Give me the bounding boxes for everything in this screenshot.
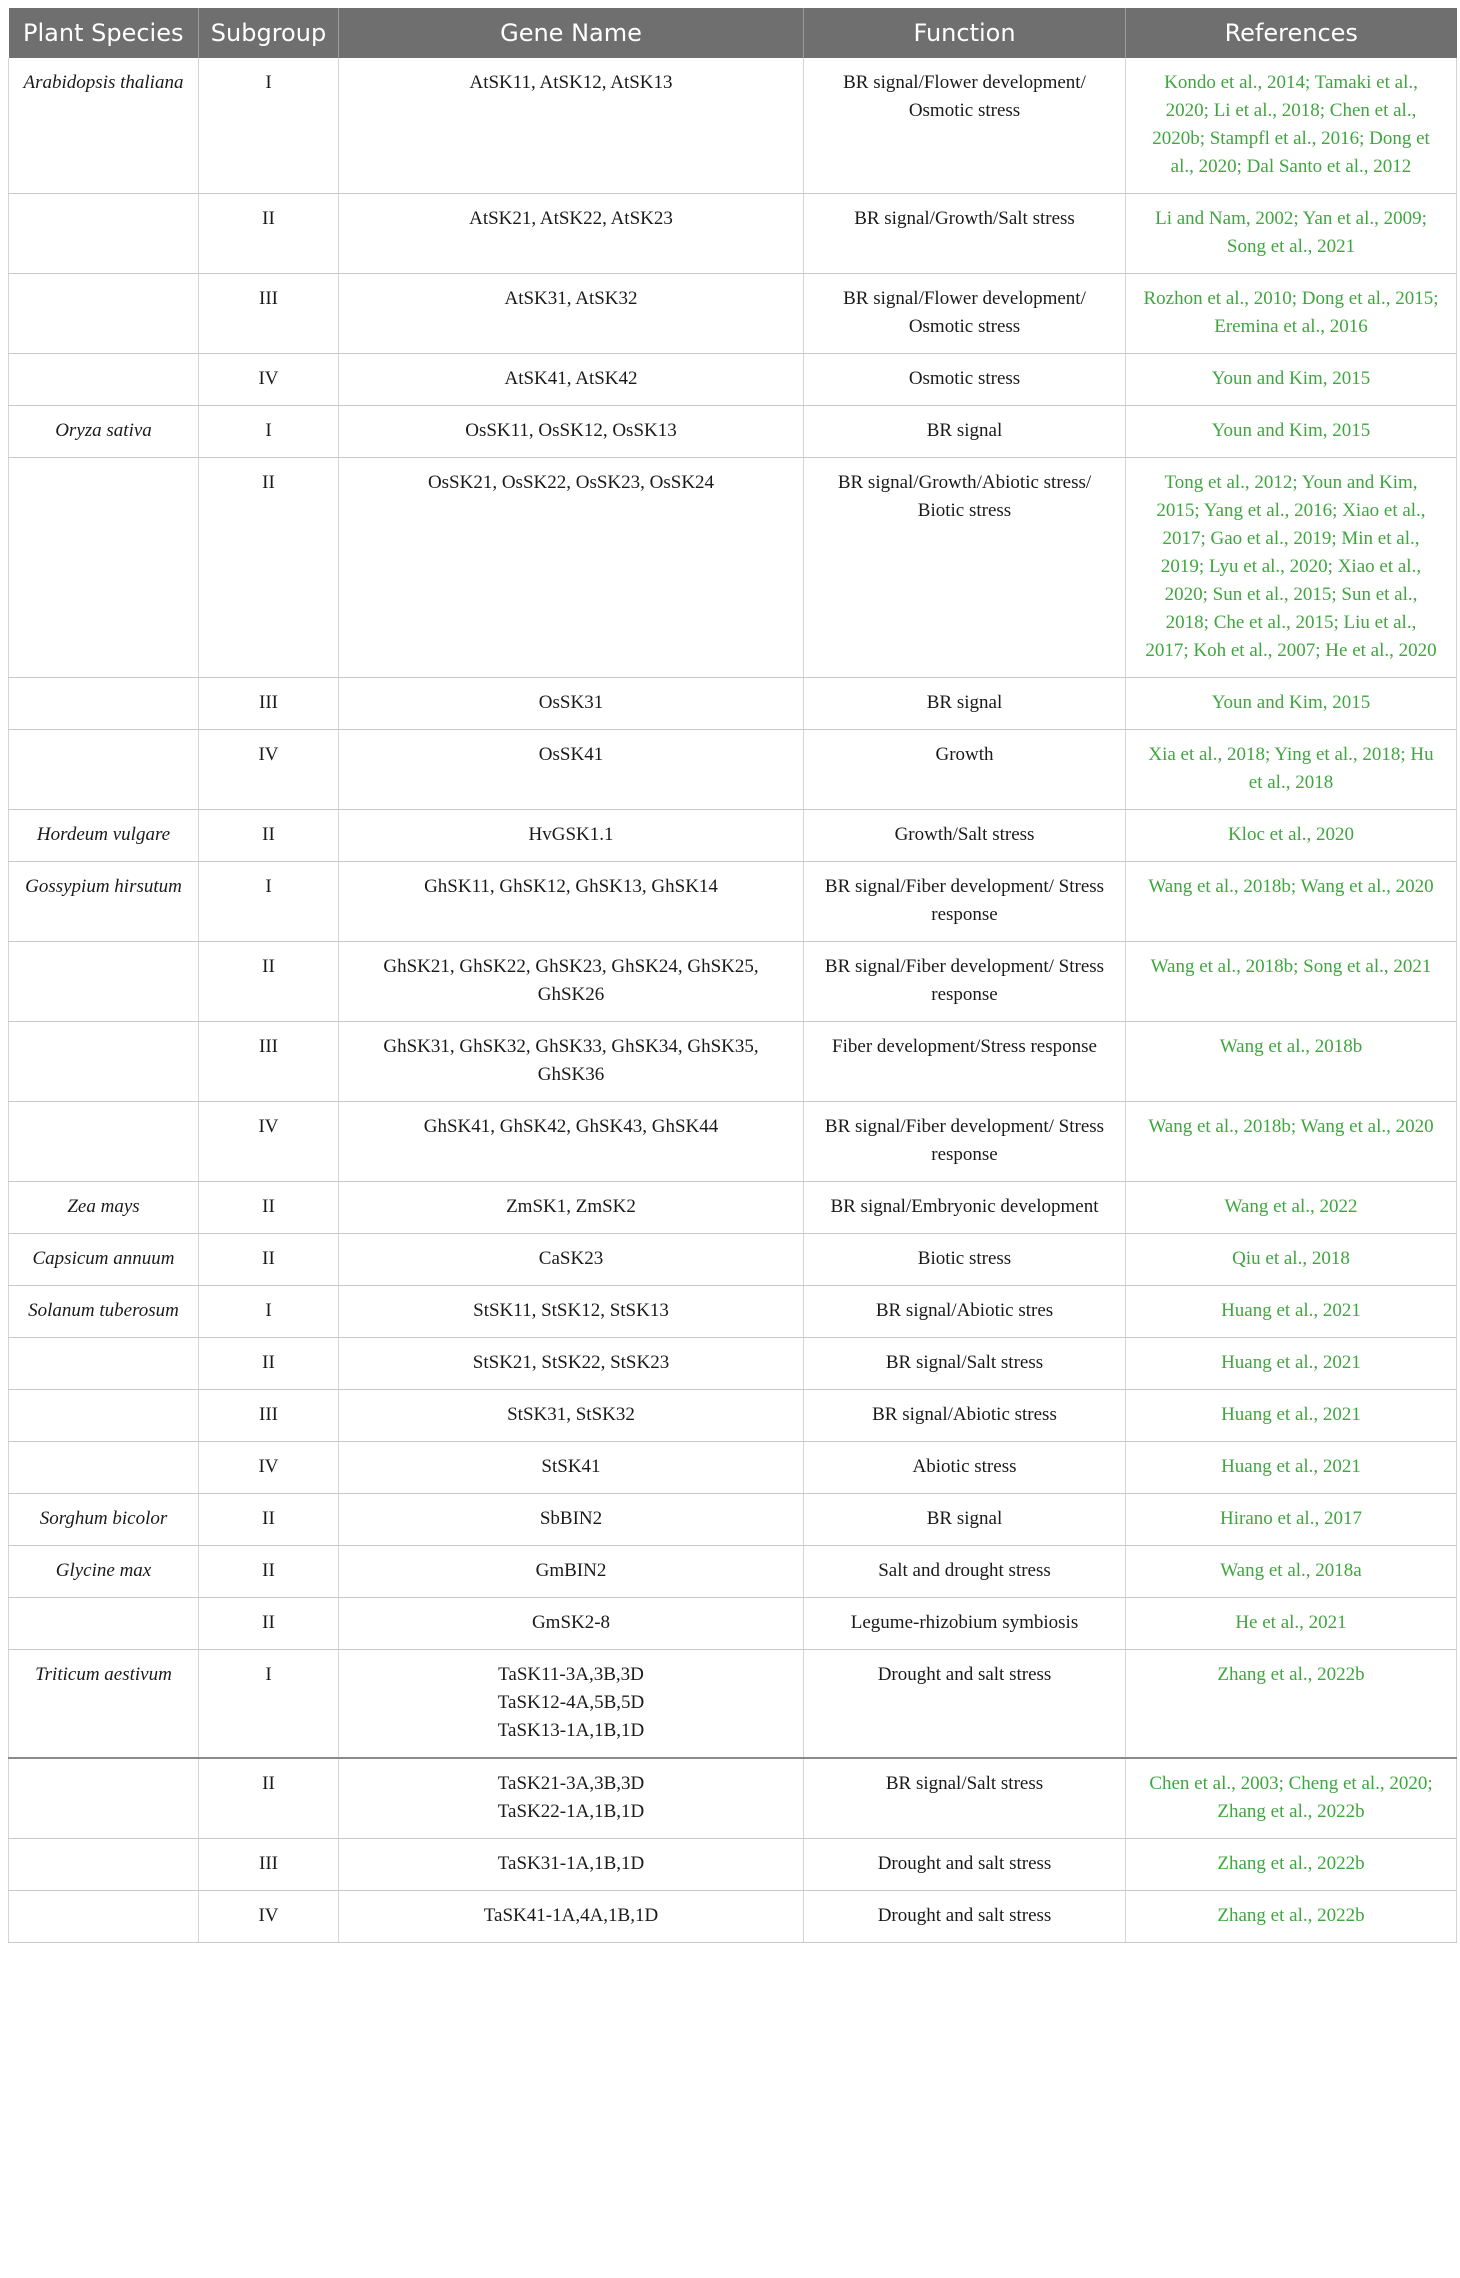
gene-name-cell: GmSK2-8 xyxy=(339,1598,804,1650)
gene-name-cell: AtSK21, AtSK22, AtSK23 xyxy=(339,194,804,274)
gene-name-cell: OsSK31 xyxy=(339,678,804,730)
subgroup-cell: IV xyxy=(199,1442,339,1494)
species-cell xyxy=(9,1758,199,1839)
references-cell: Rozhon et al., 2010; Dong et al., 2015; Eremina et al., 2016 xyxy=(1126,274,1457,354)
gene-name-line: TaSK11-3A,3B,3D xyxy=(498,1664,644,1685)
species-cell xyxy=(9,194,199,274)
header-subgroup: Subgroup xyxy=(199,8,339,58)
species-cell: Oryza sativa xyxy=(9,406,199,458)
species-cell xyxy=(9,354,199,406)
species-cell xyxy=(9,274,199,354)
gene-name-cell: GmBIN2 xyxy=(339,1546,804,1598)
subgroup-cell: III xyxy=(199,1390,339,1442)
table-row xyxy=(9,1546,1457,1598)
table-row xyxy=(9,354,1457,406)
gene-name-cell: HvGSK1.1 xyxy=(339,810,804,862)
references-cell: Wang et al., 2018b; Song et al., 2021 xyxy=(1126,942,1457,1022)
function-cell: BR signal xyxy=(804,1494,1126,1546)
gene-name-cell: OsSK11, OsSK12, OsSK13 xyxy=(339,406,804,458)
table-row xyxy=(9,1338,1457,1390)
subgroup-cell: II xyxy=(199,1758,339,1839)
function-cell: BR signal/Growth/Salt stress xyxy=(804,194,1126,274)
subgroup-cell: IV xyxy=(199,354,339,406)
subgroup-cell: III xyxy=(199,1839,339,1891)
function-cell: Drought and salt stress xyxy=(804,1891,1126,1943)
references-cell: Zhang et al., 2022b xyxy=(1126,1650,1457,1759)
table-row xyxy=(9,942,1457,1022)
subgroup-cell: II xyxy=(199,458,339,678)
subgroup-cell: II xyxy=(199,194,339,274)
references-cell: Kondo et al., 2014; Tamaki et al., 2020; Li et al., 2018; Chen et al., 2020b; Stampfl et al., 2016; Dong et al., 2020; Dal Santo et al., 2012 xyxy=(1126,58,1457,194)
references-cell: Huang et al., 2021 xyxy=(1126,1442,1457,1494)
function-cell: Salt and drought stress xyxy=(804,1546,1126,1598)
references-cell: Chen et al., 2003; Cheng et al., 2020; Zhang et al., 2022b xyxy=(1126,1758,1457,1839)
table-row xyxy=(9,1390,1457,1442)
gene-name-cell: StSK41 xyxy=(339,1442,804,1494)
function-cell: Drought and salt stress xyxy=(804,1650,1126,1759)
gene-name-line: TaSK22-1A,1B,1D xyxy=(497,1801,645,1822)
function-cell: BR signal/Fiber development/ Stress response xyxy=(804,942,1126,1022)
species-cell xyxy=(9,1598,199,1650)
function-cell: Osmotic stress xyxy=(804,354,1126,406)
table-row xyxy=(9,1494,1457,1546)
species-cell xyxy=(9,730,199,810)
species-cell: Sorghum bicolor xyxy=(9,1494,199,1546)
table-row xyxy=(9,58,1457,194)
table-row xyxy=(9,1286,1457,1338)
function-cell: Biotic stress xyxy=(804,1234,1126,1286)
gene-name-line: TaSK13-1A,1B,1D xyxy=(497,1720,645,1741)
references-cell: Wang et al., 2018b; Wang et al., 2020 xyxy=(1126,862,1457,942)
gene-name-cell: StSK11, StSK12, StSK13 xyxy=(339,1286,804,1338)
gene-name-cell: TaSK31-1A,1B,1D xyxy=(339,1839,804,1891)
gene-name-cell xyxy=(339,1650,804,1759)
gene-name-cell: OsSK41 xyxy=(339,730,804,810)
function-cell: BR signal/Abiotic stress xyxy=(804,1390,1126,1442)
subgroup-cell: II xyxy=(199,1598,339,1650)
function-cell: BR signal xyxy=(804,678,1126,730)
subgroup-cell: IV xyxy=(199,1102,339,1182)
gene-name-cell: StSK31, StSK32 xyxy=(339,1390,804,1442)
references-cell: Zhang et al., 2022b xyxy=(1126,1891,1457,1943)
subgroup-cell: II xyxy=(199,1494,339,1546)
function-cell: BR signal/Growth/Abiotic stress/ Biotic stress xyxy=(804,458,1126,678)
references-cell: Youn and Kim, 2015 xyxy=(1126,678,1457,730)
gene-name-cell: CaSK23 xyxy=(339,1234,804,1286)
references-cell: Wang et al., 2018a xyxy=(1126,1546,1457,1598)
species-cell xyxy=(9,1338,199,1390)
gene-name-cell: OsSK21, OsSK22, OsSK23, OsSK24 xyxy=(339,458,804,678)
species-cell: Zea mays xyxy=(9,1182,199,1234)
table-row xyxy=(9,1598,1457,1650)
species-cell: Hordeum vulgare xyxy=(9,810,199,862)
gene-name-cell: GhSK31, GhSK32, GhSK33, GhSK34, GhSK35, GhSK36 xyxy=(339,1022,804,1102)
table-row xyxy=(9,274,1457,354)
function-cell: BR signal/Abiotic stres xyxy=(804,1286,1126,1338)
table-row xyxy=(9,810,1457,862)
gene-name-cell: GhSK11, GhSK12, GhSK13, GhSK14 xyxy=(339,862,804,942)
table-row xyxy=(9,678,1457,730)
header-function: Function xyxy=(804,8,1126,58)
table-row xyxy=(9,1102,1457,1182)
function-cell: BR signal/Fiber development/ Stress response xyxy=(804,862,1126,942)
table-row xyxy=(9,458,1457,678)
gene-name-cell: AtSK11, AtSK12, AtSK13 xyxy=(339,58,804,194)
species-cell: Glycine max xyxy=(9,1546,199,1598)
gene-name-cell: AtSK41, AtSK42 xyxy=(339,354,804,406)
gene-name-line: TaSK12-4A,5B,5D xyxy=(497,1692,645,1713)
gene-name-line: TaSK21-3A,3B,3D xyxy=(497,1773,645,1794)
references-cell: Zhang et al., 2022b xyxy=(1126,1839,1457,1891)
species-cell xyxy=(9,1102,199,1182)
species-cell xyxy=(9,1022,199,1102)
gene-name-cell: GhSK41, GhSK42, GhSK43, GhSK44 xyxy=(339,1102,804,1182)
table-row xyxy=(9,1234,1457,1286)
references-cell: Tong et al., 2012; Youn and Kim, 2015; Yang et al., 2016; Xiao et al., 2017; Gao et al., 2019; Min et al., 2019; Lyu et al., 2020; Xiao et al., 2020; Sun et al., 2015; Sun et al., 2018; Che et al., 2015; Liu et al., 2017; Koh et al., 2007; He et al., 2020 xyxy=(1126,458,1457,678)
table-row xyxy=(9,1650,1457,1759)
gene-name-cell xyxy=(339,1758,804,1839)
table-row xyxy=(9,730,1457,810)
function-cell: Legume-rhizobium symbiosis xyxy=(804,1598,1126,1650)
subgroup-cell: II xyxy=(199,1546,339,1598)
references-cell: Hirano et al., 2017 xyxy=(1126,1494,1457,1546)
table-row xyxy=(9,406,1457,458)
gene-name-cell: GhSK21, GhSK22, GhSK23, GhSK24, GhSK25, GhSK26 xyxy=(339,942,804,1022)
species-cell: Gossypium hirsutum xyxy=(9,862,199,942)
subgroup-cell: I xyxy=(199,58,339,194)
function-cell: BR signal/Salt stress xyxy=(804,1338,1126,1390)
references-cell: Wang et al., 2018b xyxy=(1126,1022,1457,1102)
references-cell: Wang et al., 2022 xyxy=(1126,1182,1457,1234)
table-row xyxy=(9,1758,1457,1839)
species-cell xyxy=(9,458,199,678)
subgroup-cell: II xyxy=(199,1182,339,1234)
species-cell xyxy=(9,1839,199,1891)
header-plant-species: Plant Species xyxy=(9,8,199,58)
subgroup-cell: III xyxy=(199,1022,339,1102)
species-cell xyxy=(9,1390,199,1442)
subgroup-cell: II xyxy=(199,810,339,862)
gene-name-cell: AtSK31, AtSK32 xyxy=(339,274,804,354)
species-cell: Arabidopsis thaliana xyxy=(9,58,199,194)
function-cell: Fiber development/Stress response xyxy=(804,1022,1126,1102)
table-row xyxy=(9,862,1457,942)
references-cell: Wang et al., 2018b; Wang et al., 2020 xyxy=(1126,1102,1457,1182)
function-cell: BR signal/Salt stress xyxy=(804,1758,1126,1839)
gene-name-cell: StSK21, StSK22, StSK23 xyxy=(339,1338,804,1390)
header-gene-name: Gene Name xyxy=(339,8,804,58)
function-cell: Abiotic stress xyxy=(804,1442,1126,1494)
references-cell: Youn and Kim, 2015 xyxy=(1126,354,1457,406)
references-cell: Huang et al., 2021 xyxy=(1126,1286,1457,1338)
subgroup-cell: I xyxy=(199,406,339,458)
header-references: References xyxy=(1126,8,1457,58)
table-row xyxy=(9,1891,1457,1943)
function-cell: BR signal/Fiber development/ Stress response xyxy=(804,1102,1126,1182)
references-cell: Huang et al., 2021 xyxy=(1126,1390,1457,1442)
table-row xyxy=(9,1839,1457,1891)
subgroup-cell: II xyxy=(199,1338,339,1390)
references-cell: Youn and Kim, 2015 xyxy=(1126,406,1457,458)
species-cell: Triticum aestivum xyxy=(9,1650,199,1759)
gsk3-table xyxy=(8,8,1457,1943)
species-cell: Solanum tuberosum xyxy=(9,1286,199,1338)
subgroup-cell: IV xyxy=(199,730,339,810)
references-cell: Huang et al., 2021 xyxy=(1126,1338,1457,1390)
table-row xyxy=(9,1022,1457,1102)
subgroup-cell: I xyxy=(199,862,339,942)
species-cell xyxy=(9,1891,199,1943)
references-cell: Li and Nam, 2002; Yan et al., 2009; Song et al., 2021 xyxy=(1126,194,1457,274)
species-cell xyxy=(9,1442,199,1494)
function-cell: Growth/Salt stress xyxy=(804,810,1126,862)
table-row xyxy=(9,194,1457,274)
function-cell: BR signal xyxy=(804,406,1126,458)
references-cell: Qiu et al., 2018 xyxy=(1126,1234,1457,1286)
species-cell xyxy=(9,942,199,1022)
header-row xyxy=(9,8,1457,58)
species-cell: Capsicum annuum xyxy=(9,1234,199,1286)
gene-name-cell: SbBIN2 xyxy=(339,1494,804,1546)
function-cell: BR signal/Flower development/ Osmotic stress xyxy=(804,58,1126,194)
function-cell: Drought and salt stress xyxy=(804,1839,1126,1891)
references-cell: He et al., 2021 xyxy=(1126,1598,1457,1650)
subgroup-cell: II xyxy=(199,1234,339,1286)
subgroup-cell: IV xyxy=(199,1891,339,1943)
function-cell: Growth xyxy=(804,730,1126,810)
subgroup-cell: III xyxy=(199,678,339,730)
subgroup-cell: I xyxy=(199,1650,339,1759)
function-cell: BR signal/Embryonic development xyxy=(804,1182,1126,1234)
subgroup-cell: II xyxy=(199,942,339,1022)
gene-name-cell: TaSK41-1A,4A,1B,1D xyxy=(339,1891,804,1943)
species-cell xyxy=(9,678,199,730)
table-row xyxy=(9,1442,1457,1494)
subgroup-cell: III xyxy=(199,274,339,354)
gene-name-cell: ZmSK1, ZmSK2 xyxy=(339,1182,804,1234)
function-cell: BR signal/Flower development/ Osmotic stress xyxy=(804,274,1126,354)
table-row xyxy=(9,1182,1457,1234)
subgroup-cell: I xyxy=(199,1286,339,1338)
references-cell: Xia et al., 2018; Ying et al., 2018; Hu et al., 2018 xyxy=(1126,730,1457,810)
references-cell: Kloc et al., 2020 xyxy=(1126,810,1457,862)
